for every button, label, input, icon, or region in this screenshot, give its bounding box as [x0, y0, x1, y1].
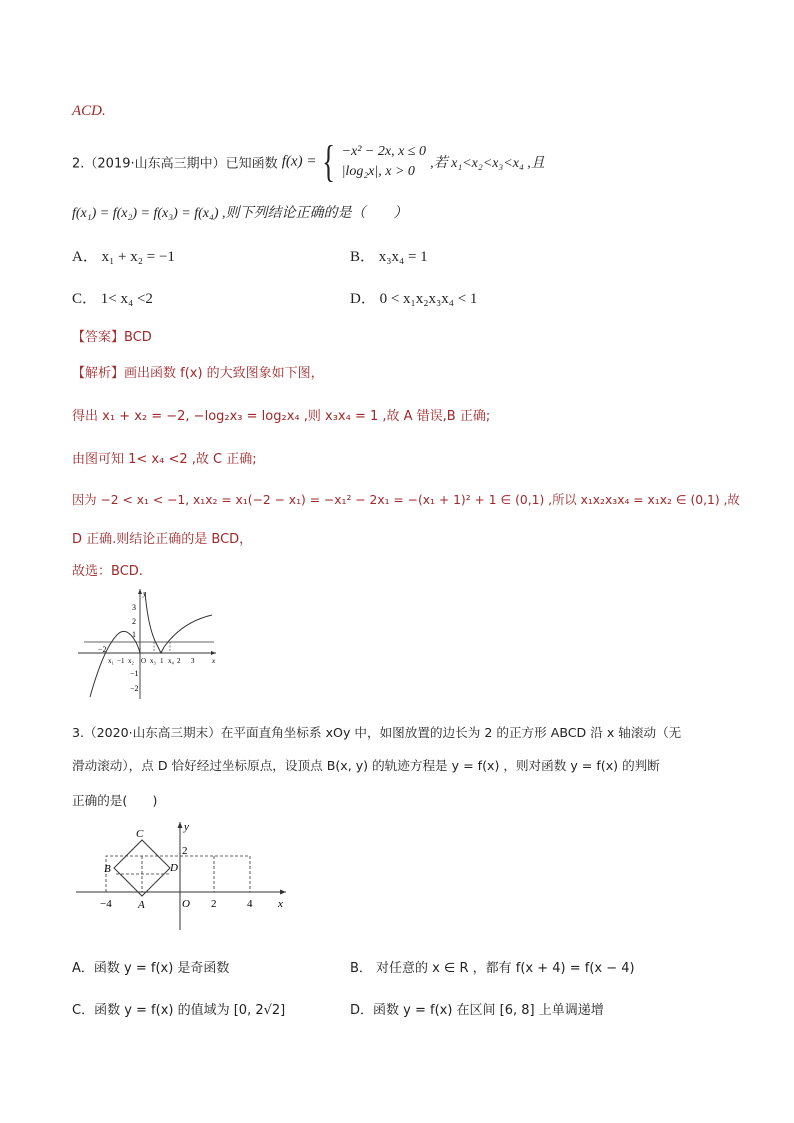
- q3-option-c-text: C．函数 y = f(x) 的值域为 [0, 2√2]: [72, 1003, 286, 1018]
- q2-piece-1: −x² − 2x, x ≤ 0: [341, 144, 426, 159]
- q2-label-x3: x₃: [150, 657, 156, 665]
- q3-label-x2: 2: [211, 898, 217, 910]
- q2-x-arrow: [211, 651, 216, 655]
- q3-stem-line1: [72, 722, 681, 741]
- q3-option-b-text: B． 对任意的 x ∈ R ，都有 f(x + 4) = f(x − 4): [350, 961, 635, 976]
- q2-analysis-3-text: 由图可知 1< x₄ <2 ,故 C 正确;: [72, 452, 257, 467]
- q2-option-c-text: C． 1< x₄ <2: [72, 291, 153, 307]
- q2-piece-2: |log₂x|, x > 0: [341, 164, 415, 179]
- q2-label-x2: x₂: [128, 657, 134, 665]
- q3-option-b: [350, 957, 635, 976]
- q2-label-x1: x₁: [108, 657, 114, 665]
- q2-label-origin: O: [141, 657, 147, 665]
- q3-label-xaxis: x: [278, 898, 283, 910]
- q2-stem: [72, 137, 545, 186]
- q2-option-a-text: A． x₁ + x₂ = −1: [72, 249, 175, 265]
- q3-label-x4: 4: [247, 898, 253, 910]
- q2-option-d-text: D． 0 < x₁x₂x₃x₄ < 1: [350, 291, 478, 307]
- q2-label-three: 3: [191, 657, 195, 665]
- q3-label-d: D: [170, 862, 178, 874]
- q2-label-ym2: −2: [130, 684, 139, 693]
- q2-stem-line2: [72, 202, 408, 222]
- q2-piecewise: [342, 142, 426, 182]
- q2-label-y2: 2: [132, 617, 136, 626]
- q3-label-o: O: [182, 898, 190, 910]
- q2-analysis-2-text: 得出 x₁ + x₂ = −2, −log₂x₃ = log₂x₄ ,则 x₃x₄ = 1 ,故 A 错误,B 正确;: [72, 409, 491, 424]
- q2-analysis-6-text: 故选：BCD.: [72, 564, 143, 579]
- q2-function-name: f(x) =: [281, 153, 317, 170]
- q3-label-y2: 2: [182, 845, 188, 857]
- q3-label-b: B: [104, 863, 111, 875]
- q2-label-y1: 1: [132, 630, 136, 639]
- q3-label-a: A: [138, 899, 145, 911]
- q2-stem-line2-text: f(x₁) = f(x₂) = f(x₃) = f(x₄) ,则下列结论正确的是（ ）: [72, 206, 408, 221]
- q2-analysis-6: [72, 560, 143, 579]
- q2-label-two: 2: [177, 657, 181, 665]
- q3-stem-line1-text: 3.（2020·山东高三期末）在平面直角坐标系 xOy 中，如图放置的边长为 2 的正方形 ABCD 沿 x 轴滚动（无: [72, 725, 682, 740]
- q3-x-arrow: [280, 890, 286, 895]
- q2-analysis-1: [72, 362, 324, 381]
- q3-option-a-text: A．函数 y = f(x) 是奇函数: [72, 961, 230, 976]
- q2-option-b-text: B． x₃x₄ = 1: [350, 249, 428, 265]
- q3-y-arrow: [178, 822, 183, 828]
- q2-option-d: [350, 287, 477, 308]
- q3-stem-line3: [72, 790, 157, 809]
- q2-option-a: [72, 245, 175, 266]
- q2-option-c: [72, 287, 153, 308]
- q2-analysis-4-text: 因为 −2 < x₁ < −1, x₁x₂ = x₁(−2 − x₁) = −x₁² − 2x₁ = −(x₁ + 1)² + 1 ∈ (0,1) ,所以 x₁x₂x₃x₄ = x₁x₂ ∈ (0,1) ,故: [72, 493, 740, 507]
- q3-label-c: C: [136, 828, 144, 840]
- q2-analysis-5-text: D 正确.则结论正确的是 BCD，: [72, 532, 253, 547]
- previous-answer: [72, 103, 106, 120]
- q2-label-one: 1: [160, 657, 164, 665]
- q2-analysis-5: [72, 528, 252, 547]
- q2-analysis-2: [72, 405, 490, 424]
- q3-option-d: [350, 999, 604, 1018]
- q3-option-a: [72, 957, 229, 976]
- piecewise-brace: {: [322, 137, 336, 186]
- q3-option-d-text: D．函数 y = f(x) 在区间 [6, 8] 上单调递增: [350, 1003, 604, 1018]
- q3-square-figure: [74, 818, 290, 933]
- q2-label-xaxis: x: [212, 657, 216, 665]
- q2-answer-text: 【答案】BCD: [72, 330, 152, 345]
- q2-source: 2.（2019·山东高三期中）已知函数: [72, 156, 278, 172]
- q3-label-xm4: −4: [100, 898, 112, 910]
- q2-answer: [72, 326, 152, 345]
- q2-analysis-1-text: 【解析】画出函数 f(x) 的大致图象如下图，: [72, 366, 324, 381]
- q2-analysis-4: [72, 490, 740, 508]
- q2-curve-right: [145, 592, 212, 653]
- q3-stem-line2: [72, 755, 660, 774]
- q3-label-yaxis: y: [184, 821, 189, 833]
- q3-stem-line2-text: 滑动滚动），点 D 恰好经过坐标原点，设顶点 B(x, y) 的轨迹方程是 y = f(x) ，则对函数 y = f(x) 的判断: [72, 758, 660, 773]
- q2-y-arrow: [138, 589, 142, 594]
- q3-option-c: [72, 999, 285, 1018]
- q2-label-y3: 3: [132, 603, 136, 612]
- q2-function-graph: [74, 587, 220, 703]
- q2-condition: ,若 x₁<x₂<x₃<x₄ ,且: [430, 156, 545, 171]
- q2-option-b: [350, 245, 428, 266]
- q3-stem-line3-text: 正确的是( ): [72, 793, 158, 808]
- previous-answer-text: ACD.: [72, 103, 106, 119]
- q2-label-xm2: −2: [98, 645, 107, 654]
- q2-label-yaxis: y: [143, 590, 147, 598]
- q2-label-x4: x₄: [168, 657, 174, 665]
- q2-label-ym1: −1: [130, 669, 139, 678]
- q2-analysis-3: [72, 448, 257, 467]
- q2-label-xm1: −1: [117, 657, 125, 665]
